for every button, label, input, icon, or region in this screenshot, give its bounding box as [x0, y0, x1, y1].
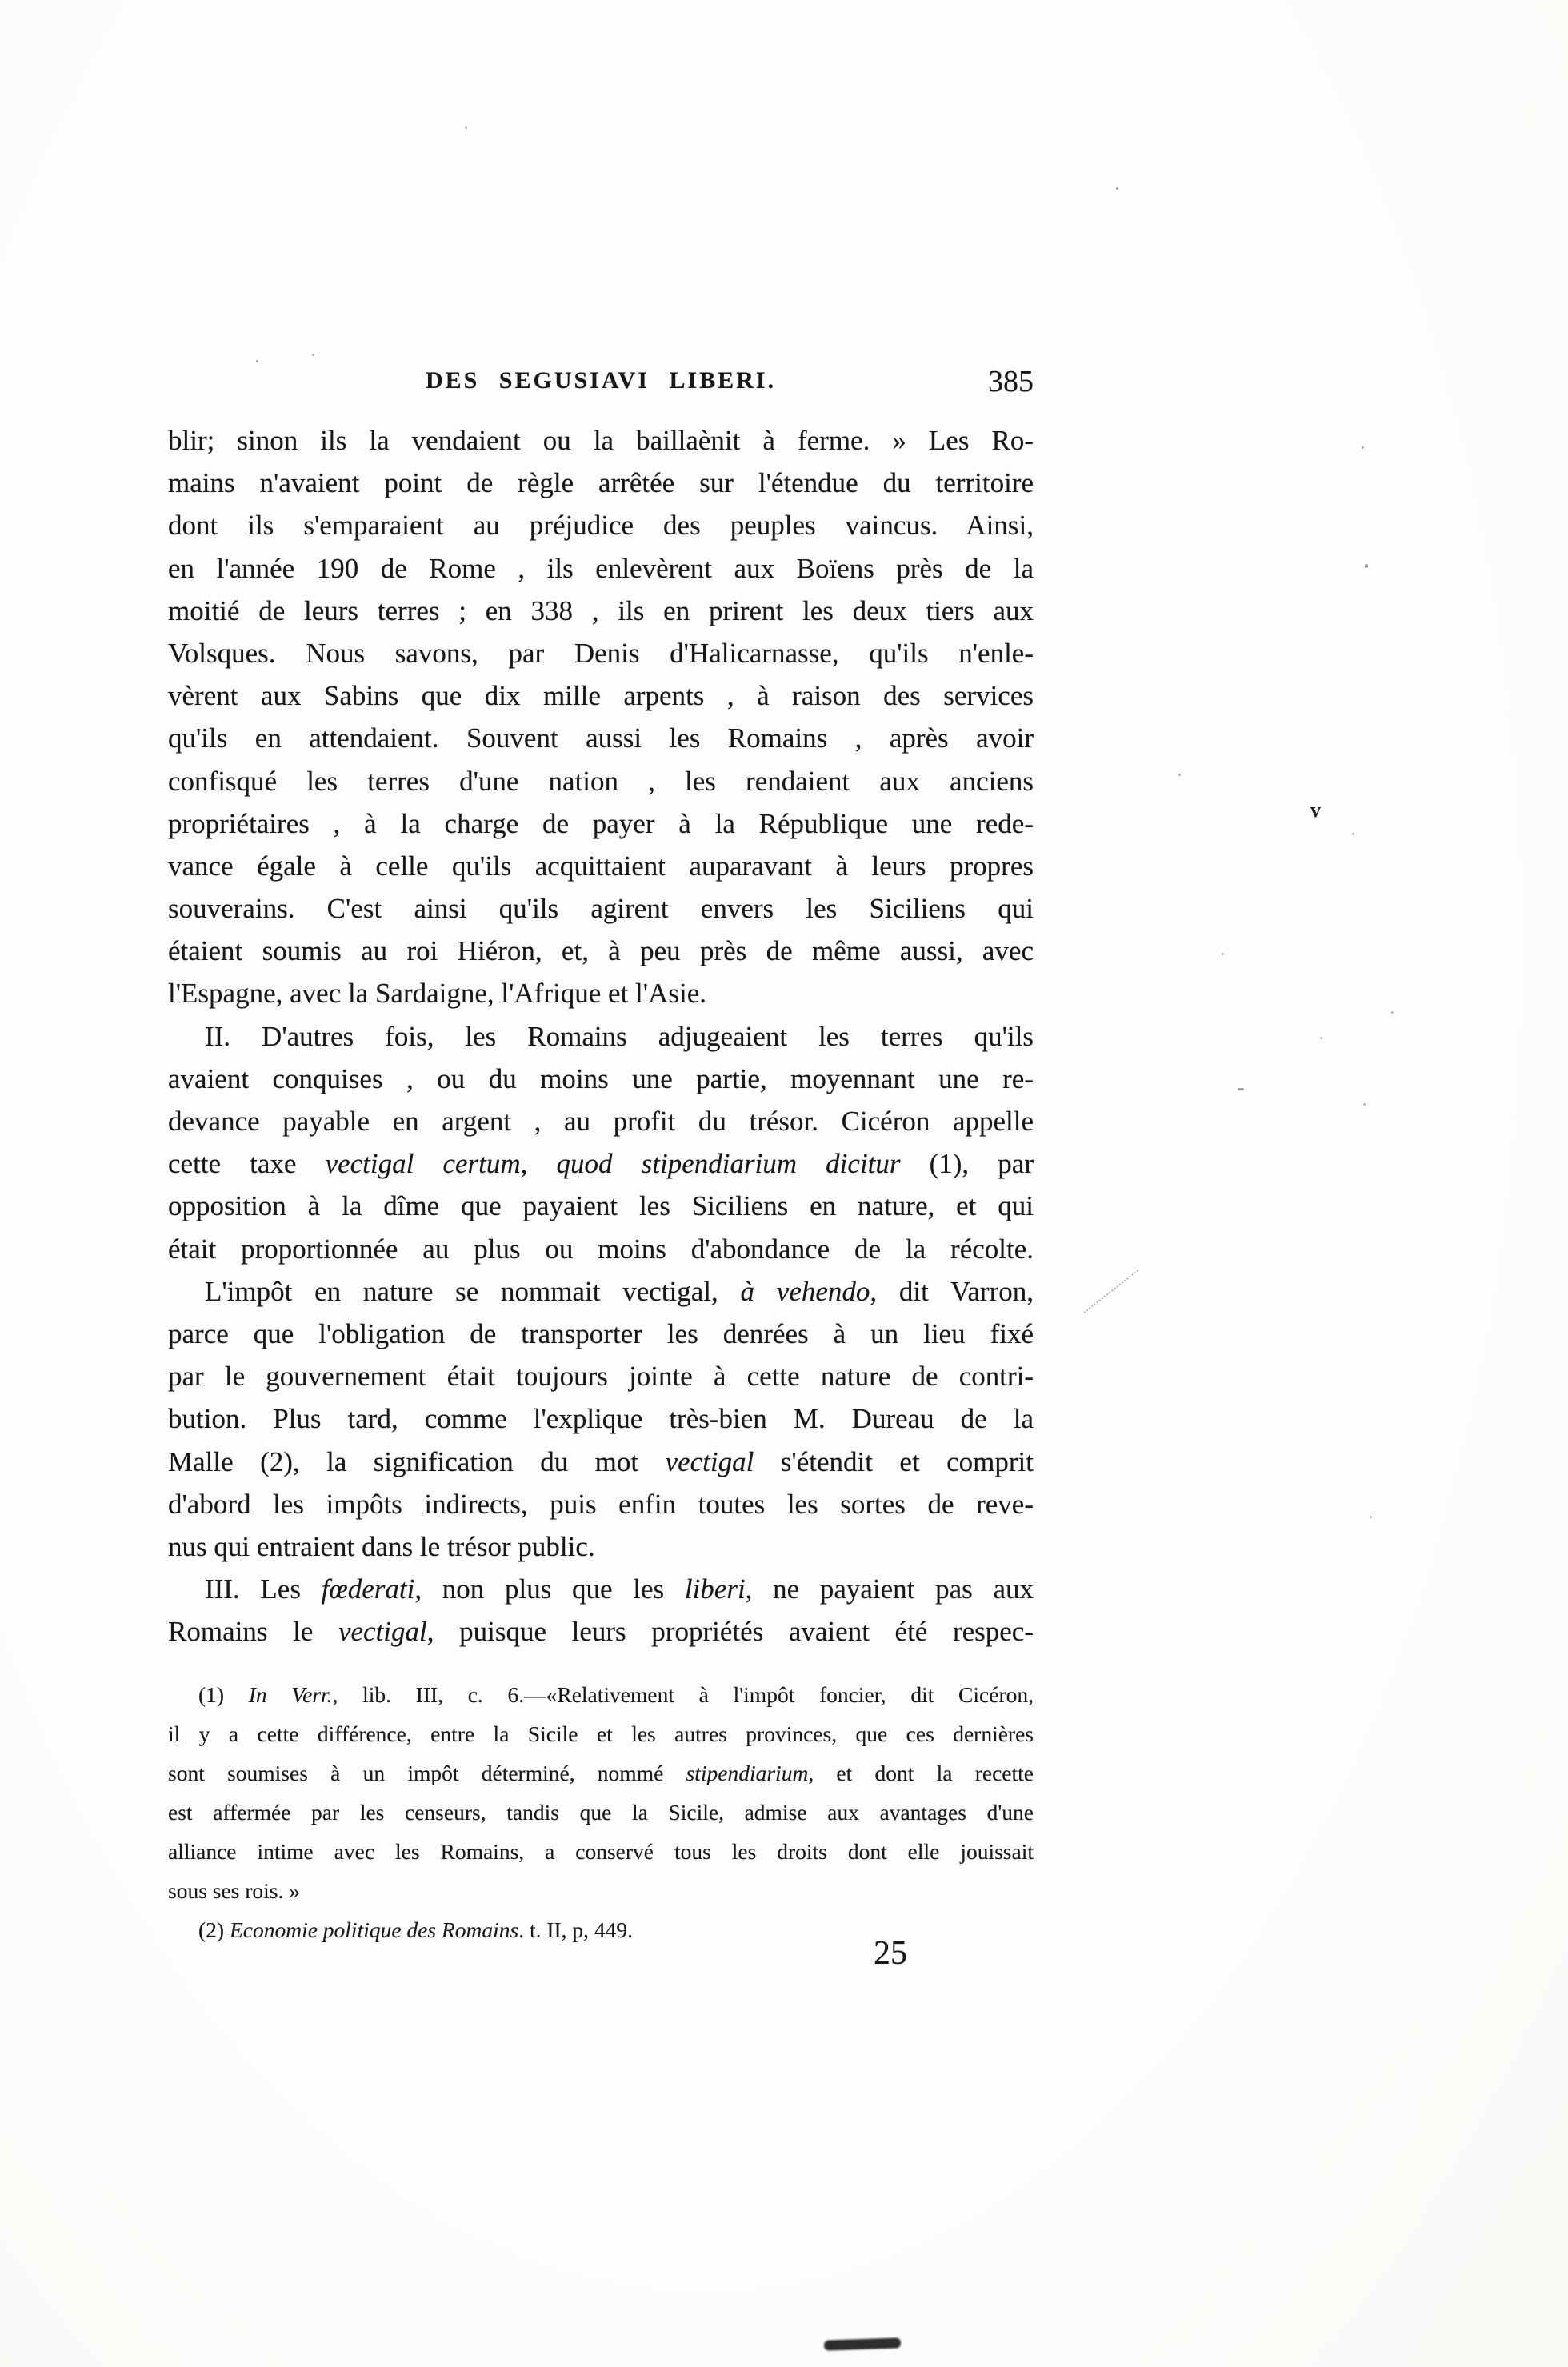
text-line: [168, 419, 1034, 462]
text-segment: vèrent aux Sabins que dix mille arpents , à raison des services: [168, 680, 1034, 712]
text-segment: propriétaires , à la charge de payer à la République une rede-: [168, 807, 1034, 839]
italic-text-segment: stipendiarium: [686, 1761, 809, 1785]
text-segment: par le gouvernement était toujours jointe à cette nature de contri-: [168, 1361, 1034, 1393]
text-line: [168, 632, 1034, 674]
text-line: [168, 1871, 1034, 1910]
ink-speck: [1178, 774, 1181, 776]
text-line: [168, 1100, 1034, 1142]
text-segment: il y a cette différence, entre la Sicile et les autres provinces, que ces dernières: [168, 1721, 1034, 1746]
page-header: [168, 364, 1034, 401]
italic-text-segment: In Verr.: [248, 1682, 333, 1707]
text-segment: blir; sinon ils la vendaient ou la baillaènit à ferme. » Les Ro-: [168, 425, 1034, 456]
body-text: [168, 419, 1034, 1653]
text-segment: en l'année 190 de Rome , ils enlevèrent aux Boïens près de la: [168, 552, 1034, 584]
ink-speck: [1238, 1088, 1244, 1090]
text-segment: souverains. C'est ainsi qu'ils agirent envers les Siciliens qui: [168, 893, 1034, 925]
text-line: [168, 1714, 1034, 1753]
text-segment: (2): [198, 1917, 230, 1942]
ink-speck: [1365, 564, 1368, 568]
text-segment: L'impôt en nature se nommait vectigal,: [205, 1275, 741, 1307]
ink-speck: [1320, 1037, 1322, 1039]
italic-text-segment: vectigal certum, quod stipendiarium dicitur: [325, 1148, 901, 1180]
text-segment: qu'ils en attendaient. Souvent aussi les Romains , après avoir: [168, 722, 1034, 754]
text-segment: III. Les: [205, 1573, 322, 1605]
italic-text-segment: vectigal: [338, 1616, 427, 1648]
ink-speck: [1116, 187, 1118, 190]
running-title: DES SEGUSIAVI LIBERI.: [425, 367, 777, 394]
text-segment: Romains le: [168, 1616, 338, 1648]
text-line: [168, 1483, 1034, 1525]
text-segment: moitié de leurs terres ; en 338 , ils en prirent les deux tiers aux: [168, 594, 1034, 626]
text-segment: II. D'autres fois, les Romains adjugeaient les terres qu'ils: [205, 1020, 1034, 1052]
text-line: [168, 590, 1034, 632]
text-line: [168, 1441, 1034, 1483]
ink-speck: [1362, 446, 1364, 449]
text-segment: d'abord les impôts indirects, puis enfin toutes les sortes de reve-: [168, 1488, 1034, 1520]
text-line: [168, 1793, 1034, 1832]
page-number: 385: [988, 365, 1034, 398]
ink-speck: [256, 360, 258, 362]
text-line: [168, 760, 1034, 802]
ink-speck: [1363, 1103, 1366, 1106]
text-line: [168, 1525, 1034, 1568]
bottom-edge-smudge: [824, 2337, 901, 2350]
text-segment: (1): [198, 1682, 249, 1707]
text-segment: était proportionnée au plus ou moins d'abondance de la récolte.: [168, 1233, 1034, 1265]
text-segment: vance égale à celle qu'ils acquittaient auparavant à leurs propres: [168, 850, 1034, 882]
ink-speck: [1352, 833, 1354, 835]
text-segment: parce que l'obligation de transporter les denrées à un lieu fixé: [168, 1317, 1034, 1349]
text-line: [168, 845, 1034, 887]
text-line: [168, 1568, 1034, 1610]
ink-v-mark: v: [1310, 798, 1321, 822]
text-line: [168, 1675, 1034, 1714]
ink-speck: [1370, 1516, 1372, 1518]
text-segment: étaient soumis au roi Hiéron, et, à peu près de même aussi, avec: [168, 935, 1034, 967]
text-line: [168, 674, 1034, 717]
ink-speck: [465, 126, 467, 129]
scratch-mark: [1083, 1269, 1138, 1313]
text-line: [168, 1270, 1034, 1313]
text-line: [168, 1015, 1034, 1058]
text-segment: devance payable en argent , au profit du trésor. Cicéron appelle: [168, 1106, 1034, 1137]
text-segment: Volsques. Nous savons, par Denis d'Halicarnasse, qu'ils n'enle-: [168, 637, 1034, 669]
text-line: [168, 1832, 1034, 1871]
italic-text-segment: fœderati: [321, 1573, 415, 1605]
ink-speck: [1391, 1011, 1394, 1014]
italic-text-segment: vectigal: [665, 1445, 754, 1477]
text-segment: , puisque leurs propriétés avaient été respec-: [426, 1616, 1034, 1648]
text-segment: . t. II, p, 449.: [518, 1917, 634, 1942]
text-line: [168, 547, 1034, 590]
text-segment: , ne payaient pas aux: [745, 1573, 1034, 1605]
text-segment: bution. Plus tard, comme l'explique très-bien M. Dureau de la: [168, 1403, 1034, 1435]
text-line: [168, 462, 1034, 504]
text-segment: s'étendit et comprit: [754, 1445, 1034, 1477]
text-segment: nus qui entraient dans le trésor public.: [168, 1530, 595, 1562]
text-segment: avaient conquises , ou du moins une partie, moyennant une re-: [168, 1062, 1034, 1094]
text-segment: dont ils s'emparaient au préjudice des peuples vaincus. Ainsi,: [168, 510, 1034, 542]
text-line: [168, 972, 1034, 1014]
text-line: [168, 1753, 1034, 1793]
text-line: [168, 1610, 1034, 1653]
text-segment: , et dont la recette: [808, 1761, 1034, 1785]
text-segment: , lib. III, c. 6.—«Relativement à l'impôt foncier, dit Cicéron,: [332, 1682, 1034, 1707]
text-line: [168, 1228, 1034, 1270]
text-segment: Malle (2), la signification du mot: [168, 1445, 666, 1477]
italic-text-segment: liberi: [684, 1573, 746, 1605]
text-segment: l'Espagne, avec la Sardaigne, l'Afrique et l'Asie.: [168, 978, 706, 1010]
text-line: [168, 802, 1034, 845]
text-line: [168, 1142, 1034, 1185]
footnotes: [168, 1675, 1034, 1949]
text-line: [168, 717, 1034, 759]
text-segment: , dit Varron,: [870, 1275, 1034, 1307]
text-line: [168, 504, 1034, 546]
signature-number: 25: [874, 1935, 907, 1972]
text-line: [168, 1313, 1034, 1355]
text-line: [168, 1355, 1034, 1397]
text-segment: (1), par: [900, 1148, 1034, 1180]
text-segment: , non plus que les: [414, 1573, 685, 1605]
text-segment: est affermée par les censeurs, tandis que la Sicile, admise aux avantages d'une: [168, 1800, 1034, 1825]
ink-speck: [1222, 953, 1224, 955]
ink-speck: [312, 354, 314, 356]
italic-text-segment: à vehendo: [740, 1275, 870, 1307]
text-segment: cette taxe: [168, 1148, 326, 1180]
text-segment: mains n'avaient point de règle arrêtée sur l'étendue du territoire: [168, 467, 1034, 499]
text-line: [168, 1058, 1034, 1100]
text-segment: confisqué les terres d'une nation , les rendaient aux anciens: [168, 765, 1034, 797]
text-line: [168, 1185, 1034, 1227]
text-segment: opposition à la dîme que payaient les Siciliens en nature, et qui: [168, 1190, 1034, 1222]
text-segment: sous ses rois. »: [168, 1878, 301, 1903]
italic-text-segment: Economie politique des Romains: [229, 1917, 519, 1942]
text-line: [168, 1397, 1034, 1440]
text-segment: sont soumises à un impôt déterminé, nommé: [168, 1761, 686, 1785]
text-line: [168, 930, 1034, 972]
text-segment: alliance intime avec les Romains, a conservé tous les droits dont elle jouissait: [168, 1839, 1034, 1864]
text-line: [168, 887, 1034, 930]
